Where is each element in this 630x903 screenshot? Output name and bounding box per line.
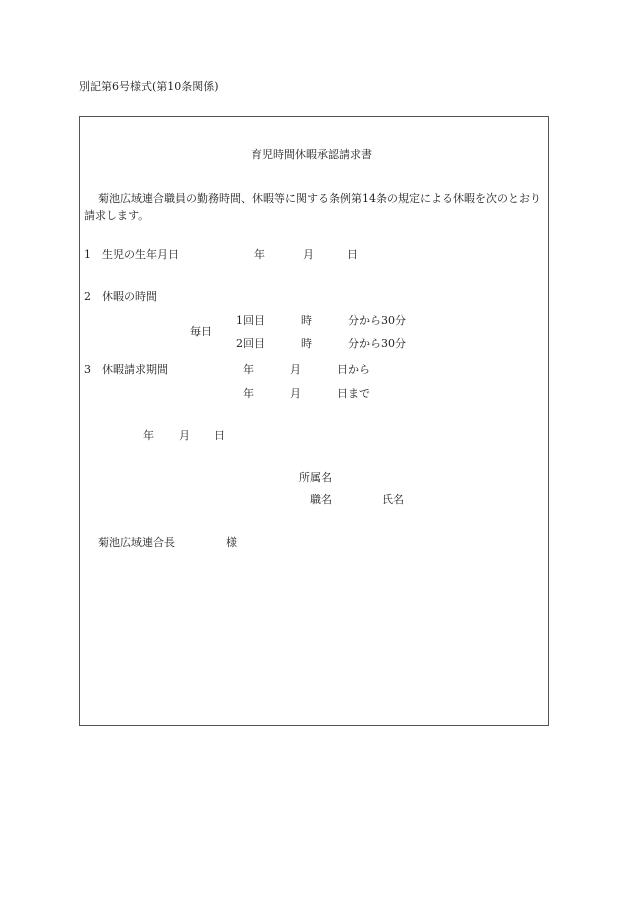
position-label: 職名	[310, 493, 332, 506]
date-month: 月	[179, 429, 190, 442]
section1-year: 年	[254, 248, 265, 261]
form-title: 育児時間休暇承認請求書	[251, 148, 372, 161]
date-day: 日	[214, 429, 225, 442]
time-row-1-minutes: 分から30分	[348, 314, 406, 327]
section1-number: 1	[84, 248, 91, 261]
addressee-honorific: 様	[226, 536, 237, 549]
section2-label: 休暇の時間	[102, 290, 157, 303]
form-number: 別記第6号様式(第10条関係)	[79, 80, 219, 93]
period-from-day: 日から	[337, 363, 370, 376]
period-to-day: 日まで	[337, 387, 370, 400]
addressee-recipient: 菊池広域連合長	[98, 536, 175, 549]
period-to-year: 年	[243, 387, 254, 400]
time-row-2-count: 2回目	[236, 337, 265, 350]
section3-number: 3	[84, 363, 91, 376]
section2-number: 2	[84, 290, 91, 303]
period-to-month: 月	[290, 387, 301, 400]
time-row-2-hour: 時	[301, 337, 312, 350]
intro-paragraph	[84, 190, 548, 224]
time-row-1-count: 1回目	[236, 314, 265, 327]
name-label: 氏名	[382, 493, 404, 506]
time-row-2-minutes: 分から30分	[348, 337, 406, 350]
section2-daily: 毎日	[190, 325, 212, 338]
period-from-month: 月	[290, 363, 301, 376]
affiliation-label: 所属名	[299, 471, 332, 484]
section3-label: 休暇請求期間	[102, 363, 168, 376]
section1-day: 日	[347, 248, 358, 261]
section1-month: 月	[303, 248, 314, 261]
date-year: 年	[143, 429, 154, 442]
section1-label: 生児の生年月日	[102, 248, 179, 261]
time-row-1-hour: 時	[301, 314, 312, 327]
period-from-year: 年	[243, 363, 254, 376]
intro-text: 菊池広域連合職員の勤務時間、休暇等に関する条例第14条の規定による休暇を次のとおり請求します。	[84, 192, 541, 222]
